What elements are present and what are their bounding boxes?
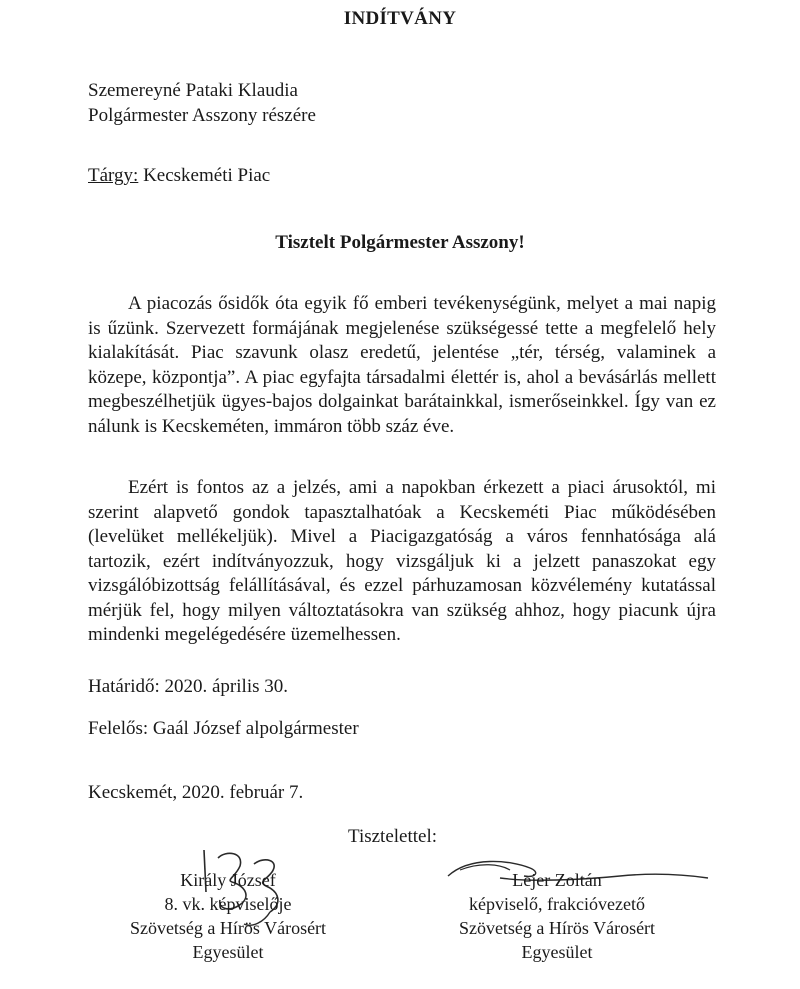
deadline: Határidő: 2020. április 30.: [88, 676, 288, 697]
document-title: INDÍTVÁNY: [343, 8, 457, 29]
signatory-org-type: Egyesület: [192, 942, 264, 962]
signatory-org: Szövetség a Hírös Városért: [129, 918, 327, 938]
place-date: Kecskemét, 2020. február 7.: [88, 782, 304, 803]
signatory-block-right: [432, 868, 682, 964]
signatory-name: Lejer Zoltán: [512, 870, 602, 890]
signatory-role: 8. vk. képviselője: [164, 894, 292, 914]
subject-value: Kecskeméti Piac: [143, 165, 271, 186]
signatory-role: képviselő, frakcióvezető: [469, 894, 645, 914]
subject-line: [88, 165, 270, 187]
recipient-role: Polgármester Asszony részére: [88, 105, 316, 126]
paragraph-1: A piacozás ősidők óta egyik fő emberi tevékenységünk, melyet a mai napig is űzünk. Szervezett formájának megjelenése szükségessé tette a megfelelő hely kialakítását. Piac szavunk olasz eredetű, jelentése „tér, térség, valaminek a közepe, központja”. A piac egyfajta társadalmi élettér is, ahol a bevásárlás mellett megbeszélhetjük ügyes-bajos dolgainkat barátainkkal, ismerőseinkkel. Így van ez nálunk is Kecskeméten, immáron több száz éve.: [88, 293, 716, 437]
signatory-org-type: Egyesület: [521, 942, 593, 962]
recipient-name: Szemereyné Pataki Klaudia: [88, 80, 298, 101]
responsible: Felelős: Gaál József alpolgármester: [88, 718, 359, 739]
signatory-block-left: [108, 868, 348, 964]
closing: Tisztelettel:: [348, 826, 438, 847]
greeting: Tisztelt Polgármester Asszony!: [275, 232, 525, 253]
signatory-org: Szövetség a Hírös Városért: [458, 918, 656, 938]
subject-label: Tárgy:: [88, 165, 139, 186]
signatory-name: Király József: [180, 870, 276, 890]
paragraph-2: Ezért is fontos az a jelzés, ami a napokban érkezett a piaci árusoktól, mi szerint alapvető gondok tapasztalhatóak a Kecskeméti Piac működésében (levelüket mellékeljük). Mivel a Piacigazgatóság a város fennhatósága alá tartozik, ezért indítványozzuk, hogy vizsgáljuk ki a jelzett panaszokat egy vizsgálóbizottság felállításával, és ezzel párhuzamosan közvélemény kutatással mérjük fel, hogy milyen változtatásokra van szükség ahhoz, hogy piacunk újra mindenki megelégedésére üzemelhessen.: [88, 477, 716, 645]
